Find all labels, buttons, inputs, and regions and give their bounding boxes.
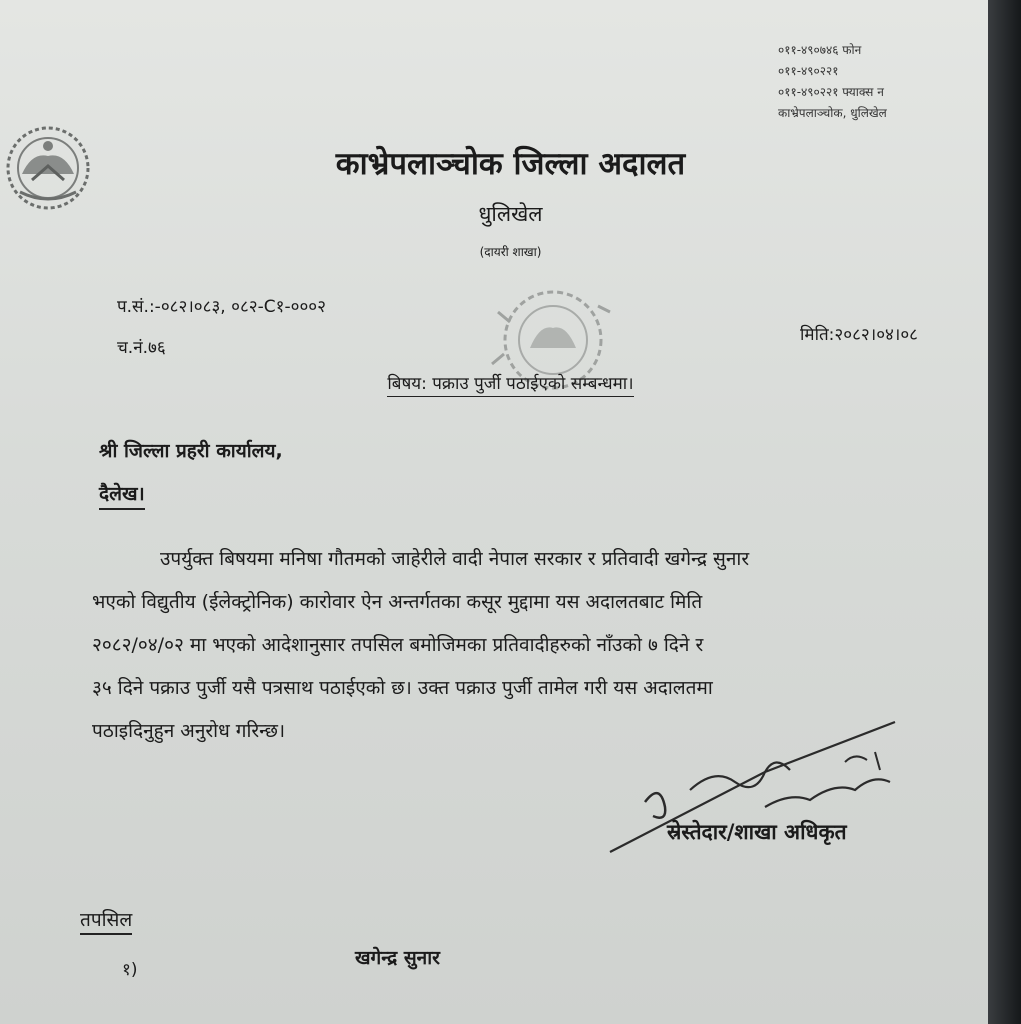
court-name-heading: काभ्रेपलाञ्चोक जिल्ला अदालत bbox=[335, 146, 686, 182]
letter-date: मिति:२०८२।०४।०८ bbox=[800, 325, 918, 345]
recipient-office: श्री जिल्ला प्रहरी कार्यालय, bbox=[99, 440, 283, 462]
letter-number: प.सं.:-०८२।०८३, ०८२-C१-०००२ bbox=[117, 297, 326, 317]
branch-label: (दायरी शाखा) bbox=[479, 245, 542, 259]
contact-address-line: काभ्रेपलाञ्चोक, धुलिखेल bbox=[778, 106, 887, 120]
recipient-location-text: दैलेख। bbox=[99, 483, 145, 510]
recipient-location bbox=[99, 480, 145, 506]
body-line-5: पठाइदिनुहुन अनुरोध गरिन्छ। bbox=[92, 720, 286, 742]
officer-title: स्रेस्तेदार/शाखा अधिकृत bbox=[667, 820, 847, 844]
contact-phone-line: ०११-४९०७४६ फोन bbox=[778, 43, 862, 57]
body-line-3: २०८२/०४/०२ मा भएको आदेशानुसार तपसिल बमोजिमका प्रतिवादीहरुको नाँउको ७ दिने र bbox=[92, 634, 704, 656]
contact-fax-line: ०११-४९०२२१ फ्याक्स न bbox=[778, 85, 884, 99]
background-edge bbox=[988, 0, 1021, 1024]
schedule-row-number: १) bbox=[122, 960, 138, 980]
contact-number-line: ०११-४९०२२१ bbox=[778, 64, 839, 78]
contact-block bbox=[778, 40, 887, 124]
body-line-4: ३५ दिने पक्राउ पुर्जी यसै पत्रसाथ पठाईएको छ। उक्त पक्राउ पुर्जी तामेल गरी यस अदालतमा bbox=[92, 677, 713, 699]
dispatch-number: च.नं.७६ bbox=[117, 338, 166, 358]
schedule-title bbox=[80, 906, 132, 932]
subject-line bbox=[0, 371, 1021, 394]
schedule-title-text: तपसिल bbox=[80, 909, 132, 935]
subject-text: बिषय: पक्राउ पुर्जी पठाईएको सम्बन्धमा। bbox=[387, 374, 633, 397]
schedule-row-name: खगेन्द्र सुनार bbox=[355, 947, 440, 969]
body-line-2: भएको विद्युतीय (ईलेक्ट्रोनिक) कारोवार ऐन अन्तर्गतका कसूर मुद्दामा यस अदालतबाट मिति bbox=[92, 591, 703, 613]
city-heading: धुलिखेल bbox=[478, 202, 543, 226]
body-line-1: उपर्युक्त बिषयमा मनिषा गौतमको जाहेरीले वादी नेपाल सरकार र प्रतिवादी खगेन्द्र सुनार bbox=[160, 548, 750, 570]
